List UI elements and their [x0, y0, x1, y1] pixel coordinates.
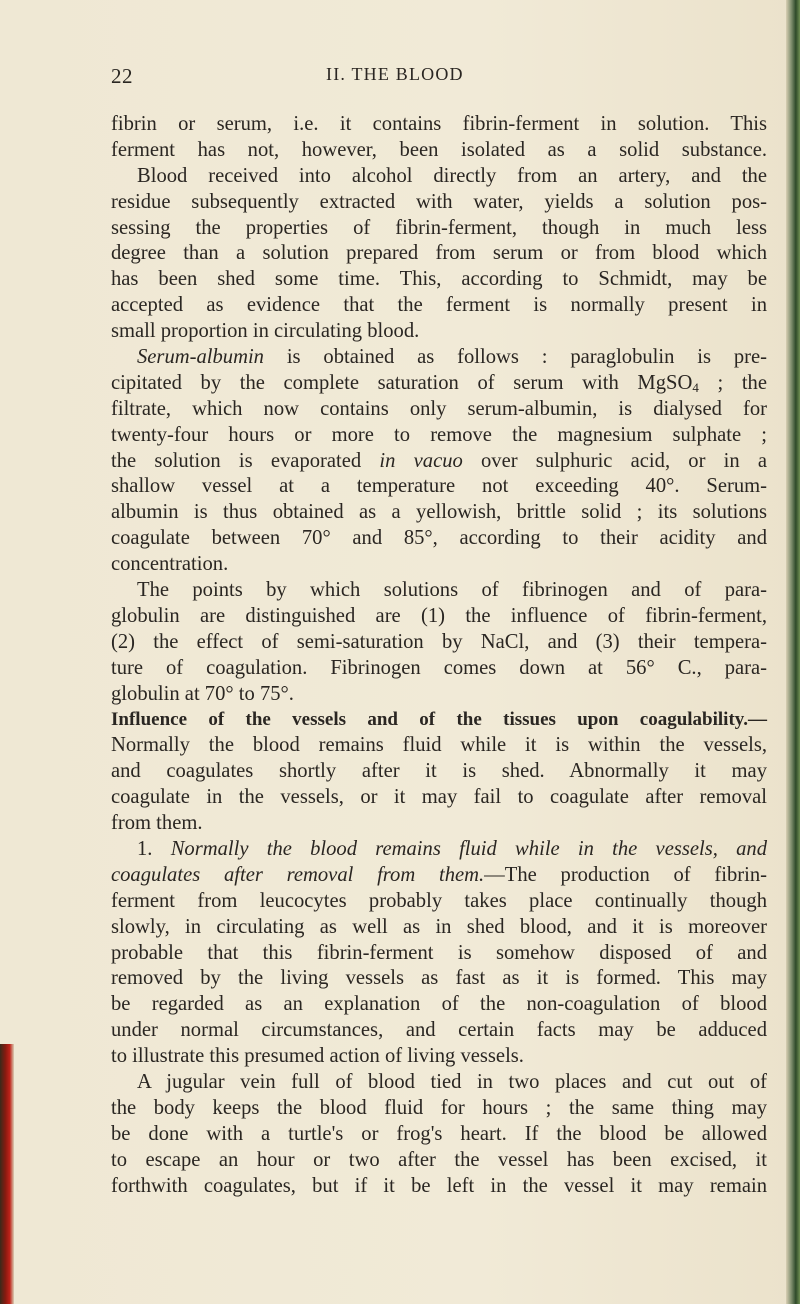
text-line: ferment from leucocytes probably takes place continually though — [111, 889, 767, 912]
text-line: removed by the living vessels as fast as it is formed. This may — [111, 967, 767, 990]
text-line: to illustrate this presumed action of living vessels. — [111, 1045, 524, 1068]
text-line: albumin is thus obtained as a yellowish, brittle solid ; its solutions — [111, 501, 767, 524]
text-line: to escape an hour or two after the vessel has been excised, it — [111, 1148, 767, 1171]
text-line: the solution is evaporated in vacuo over sulphuric acid, or in a — [111, 449, 768, 472]
text-line: under normal circumstances, and certain facts may be adduced — [111, 1019, 767, 1042]
text-line: has been shed some time. This, according to Schmidt, may be — [111, 268, 767, 291]
text-line: coagulate between 70° and 85°, according to their acidity and — [111, 527, 767, 550]
text-line: globulin at 70° to 75°. — [111, 682, 294, 705]
text-line: shallow vessel at a temperature not exceeding 40°. Serum- — [111, 475, 767, 498]
text-line: be done with a turtle's or frog's heart. If the blood be allowed — [111, 1122, 767, 1145]
text-line: fibrin or serum, i.e. it contains fibrin-ferment in solution. This — [111, 113, 767, 135]
running-head: II. THE BLOOD — [326, 64, 464, 84]
text-line: coagulates after removal from them.—The production of fibrin- — [111, 863, 768, 886]
text-line: from them. — [111, 812, 203, 835]
page-edge-left — [0, 1044, 14, 1304]
text-line: accepted as evidence that the ferment is normally present in — [111, 294, 767, 317]
text-line: Blood received into alcohol directly from an artery, and the — [137, 164, 767, 187]
text-line: 1. Normally the blood remains fluid while in the vessels, and — [137, 837, 768, 860]
text-line: Serum-albumin is obtained as follows : paraglobulin is pre- — [137, 346, 767, 369]
text-line: ferment has not, however, been isolated as a solid substance. — [111, 138, 767, 161]
page-header — [111, 64, 781, 94]
text-line: degree than a solution prepared from serum or from blood which — [111, 242, 767, 265]
text-line: sessing the properties of fibrin-ferment, though in much less — [111, 216, 767, 239]
text-line: A jugular vein full of blood tied in two places and cut out of — [137, 1070, 767, 1093]
text-line: cipitated by the complete saturation of serum with MgSO$_4$ ; the — [111, 371, 767, 395]
text-line: The points by which solutions of fibrinogen and of para- — [137, 579, 767, 602]
text-line: the body keeps the blood fluid for hours ; the same thing may — [111, 1096, 767, 1119]
text-line: slowly, in circulating as well as in shed blood, and it is moreover — [111, 915, 767, 938]
text-line: small proportion in circulating blood. — [111, 320, 420, 343]
text-line: Normally the blood remains fluid while it is within the vessels, — [111, 734, 767, 757]
text-line: and coagulates shortly after it is shed. Abnormally it may — [111, 760, 767, 783]
text-line: coagulate in the vessels, or it may fail to coagulate after removal — [111, 786, 767, 809]
body-text — [111, 112, 767, 1199]
text-line: twenty-four hours or more to remove the magnesium sulphate ; — [111, 423, 767, 446]
text-line: probable that this fibrin-ferment is somehow disposed of and — [111, 941, 767, 964]
text-line: Influence of the vessels and of the tissues upon coagulability.— — [111, 709, 767, 731]
page-edge-binding — [786, 0, 800, 1304]
text-line: forthwith coagulates, but if it be left in the vessel it may remain — [111, 1174, 767, 1197]
text-line: concentration. — [111, 553, 229, 576]
text-line: (2) the effect of semi-saturation by NaCl, and (3) their tempera- — [111, 630, 767, 653]
text-line: be regarded as an explanation of the non-coagulation of blood — [111, 993, 767, 1016]
text-line: residue subsequently extracted with water, yields a solution pos- — [111, 190, 767, 213]
page-number: 22 — [111, 64, 133, 88]
text-line: globulin are distinguished are (1) the influence of fibrin-ferment, — [111, 604, 767, 627]
text-line: filtrate, which now contains only serum-albumin, is dialysed for — [111, 397, 767, 420]
text-line: ture of coagulation. Fibrinogen comes down at 56° C., para- — [111, 656, 767, 679]
